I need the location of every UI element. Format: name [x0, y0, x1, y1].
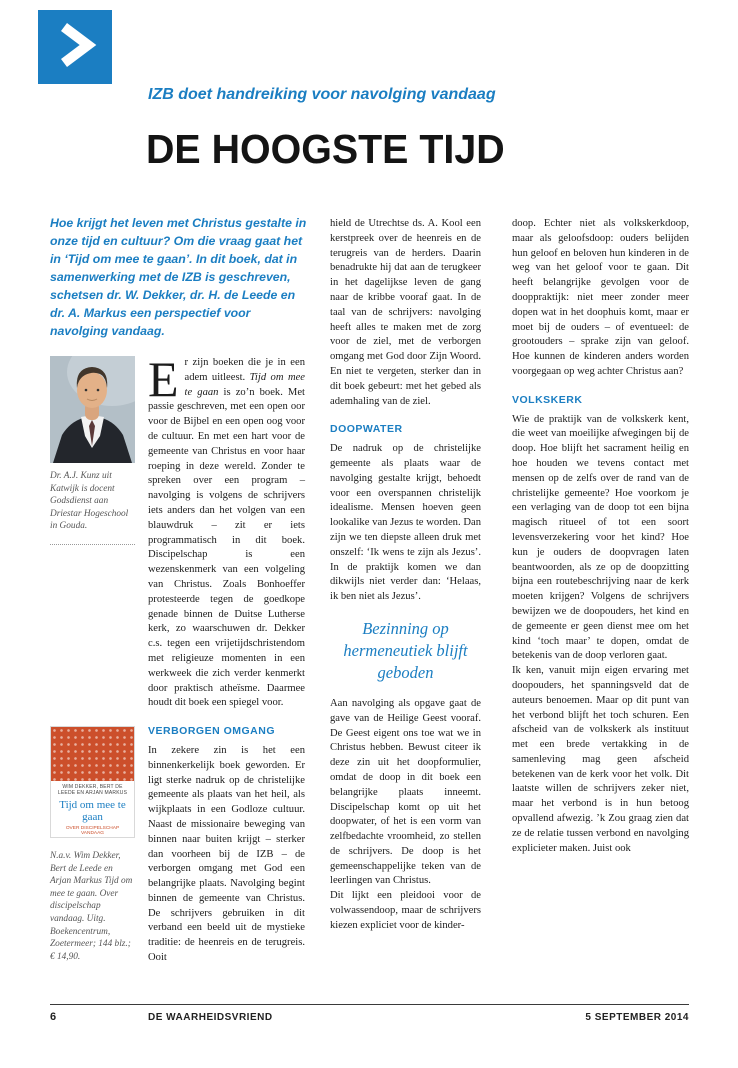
col2-paragraph-3: Aan navolging als opgave gaat de gave van de Heilige Geest vooraf. De Geest eigent ons toe wat we in Christus hebben. Bewust citeer ik deze zin uit het doopformulier, omdat de doop in dit boek een belangrijke plaats inneemt. Discipelschap komt op uit het doopwater, of het is een vorm van zelfbedachte vroomheid, zo stellen de schrijvers. De doop is het gemeenschappelijke teken van de leerlingen van Christus. [330, 697, 481, 887]
book-subtitle: OVER DISCIPELSCHAP VANDAAG [65, 826, 120, 836]
col3-paragraph-1: doop. Echter niet als volkskerkdoop, maar als geloofsdoop: ouders belijden hun geloof en beloven hun kinderen in de weg van het geloof voor te gaan. Dit heeft belangrijke gevolgen voor de dooppraktijk: niet meer zonder meer dopen wat in het doophuis komt, maar er moet bij de ouders – of eventueel: de grootouders – sprake zijn van geloof. Hoe kunnen de kinderen anders worden voorgegaan op weg achter Christus aan? [512, 218, 689, 377]
col1-p1-text-cont: is zo’n boek. Met passie geschreven, met een open oor voor de Bijbel en een open oog voor de cultuur. En met een hart voor de gemeente van Christus en voor haar roeping in deze wereld. Zonder te spreken over een program – navolging is volgens de schrijvers iets anders dan het volgen van een blauwdruk – zit er iets programmatisch in dit boek. Discipelschap is een wezenskenmerk van een volgeling van Christus. Zoals Bonhoeffer protesteerde tegen de goedkope genade binnen de Duitse Lutherse kerk, zo waarschuwen dr. Dekker c.s. tegen een vrijetijdschristendom met religieuze momenten in een werkweek die zich verder kenmerkt door praktisch atheïsme. Daarmee houdt dit boek een spiegel voor. [148, 386, 305, 709]
pull-quote: Bezinning op hermeneutiek blijft geboden [343, 618, 468, 682]
book-cover-text [51, 781, 134, 839]
book-cover [50, 726, 135, 838]
col2-paragraph-4: Dit lijkt een pleidooi voor de volwassendoop, maar de schrijvers kiezen expliciet voor de kinder- [330, 890, 481, 931]
col3-paragraph-2: Wie de praktijk van de volkskerk kent, die weet van moeilijke afwegingen bij de doop. Hoe blijft het sacrament heilig en hoe houden we tevens contact met mensen op de zelfs over de rand van de christelijke gemeente? Hoe voorkom je een verlaging van de doop tot een bijna magisch ritueel of tot een soort levensverzekering voor het kind? Hoe kun je ouders de doopvragen laten beantwoorden, als ze op de doopzitting bijna een routebeschrijving naar de kerk moeten krijgen? Volgens de schrijvers bewijzen we de doopouders, het kind en de gemeente er geen dienst mee om het kind ‘toch maar’ te dopen, omdat de betekenis van de doop verloren gaat. [512, 413, 689, 662]
article-kicker: IZB doet handreiking voor navolging vandaag [148, 86, 496, 103]
subhead-volkskerk: VOLKSKERK [512, 393, 583, 406]
col3-paragraph-3: Ik ken, vanuit mijn eigen ervaring met doopouders, het spanningsveld dat de auteurs benoemen. Maar op dit punt van het verbond blijft het toch schuren. Een afscheid van de volkskerk als instituut met een brede vertakking in de samenleving mag geen afscheid betekenen van de kerk voor het volk. Dit laatste willen de schrijvers zeker niet, maar het verbond is in hun betoog opvallend afwezig. ’k Zou graag zien dat ze de relatie tussen verbond en navolging explicieter maken. Juist ook [512, 665, 689, 854]
col1-p1-text: r zijn boeken die je in een adem uitleest. [184, 357, 305, 383]
subhead-verborgen-omgang: VERBORGEN OMGANG [148, 725, 276, 738]
chevron-right-icon [50, 20, 100, 75]
book-title-inline: Tijd om mee te gaan [184, 371, 305, 398]
portrait-photo [50, 356, 135, 463]
body-column-2 [330, 217, 481, 934]
col2-paragraph-1: hield de Utrechtse ds. A. Kool een kerstpreek over de heenreis en de terugreis van de herders. Daarin benadrukte hij dat aan de terugkeer in het dagelijkse leven de gang naar de kribbe vooraf gaat. In de taal van de schrijvers: navolging heeft alles te maken met de zorg voor de ziel, met de verborgen omgang met God door Zijn Woord. En niet te vergeten, sterker dan in dit boek gebeurt: met het gebed als ademhaling van de ziel. [330, 218, 481, 407]
article-title: DE HOOGSTE TIJD [146, 126, 505, 172]
book-caption: N.a.v. Wim Dekker, Bert de Leede en Arjan Markus Tijd om mee te gaan. Over discipelschap vandaag. Uitg. Boekencentrum, Zoetermeer; 144 blz.; € 14,90. [50, 851, 133, 962]
magazine-logo [38, 10, 112, 84]
photo-caption: Dr. A.J. Kunz uit Katwijk is docent Godsdienst aan Driestar Hogeschool in Gouda. [50, 471, 129, 532]
col2-paragraph-2: De nadruk op de christelijke gemeente als plaats waar de navolging gestalte krijgt, behoedt voor een overspannen christelijk idealisme. Mensen hoeven geen lookalike van Jezus te worden. Dan zijn we ten diepste alleen druk met onszelf: ‘Ik wens te zijn als Jezus’. In de praktijk komen we dan dikwijls niet verder dan: ‘Helaas, ik ben niet als Jezus’. [330, 443, 481, 603]
footer-page-number: 6 [50, 1011, 57, 1023]
footer-magazine-name: DE WAARHEIDSVRIEND [148, 1012, 273, 1023]
body-column-3 [512, 217, 689, 856]
book-cover-pattern [51, 727, 134, 781]
dotted-divider [50, 544, 135, 545]
book-authors: WIM DEKKER, BERT DE LEEDE EN ARJAN MARKUS [57, 784, 128, 796]
body-column-1 [148, 351, 305, 966]
col1-paragraph-1 [148, 351, 305, 711]
col1-paragraph-2: In zekere zin is het een binnenkerkelijk boek geworden. Er ligt sterke nadruk op de christelijke gemeente als plaats van het heil, als wijkplaats in een Godloze cultuur. Naast de missionaire beweging van binnen naar buiten krijgt – sterker dan voorheen bij de IZB – de verborgen omgang met God een belangrijke plaats. Navolging begint binnen de gemeente van Christus. De schrijvers gebruiken in dit verband een beeld uit de mystieke traditie: de heenreis en de terugreis. Ooit [148, 744, 305, 964]
article-intro: Hoe krijgt het leven met Christus gestalte in onze tijd en cultuur? Om die vraag gaat het in ‘Tijd om mee te gaan’. In dit boek, dat in samenwerking met de IZB is geschreven, schetsen dr. W. Dekker, dr. H. de Leede en dr. A. Markus een perspectief voor navolging vandaag. [50, 216, 307, 338]
book-title: Tijd om mee te gaan [59, 799, 126, 823]
subhead-doopwater: DOOPWATER [330, 423, 403, 436]
footer-rule [50, 1004, 689, 1005]
dropcap: E [148, 351, 179, 407]
footer-date: 5 SEPTEMBER 2014 [585, 1012, 689, 1023]
